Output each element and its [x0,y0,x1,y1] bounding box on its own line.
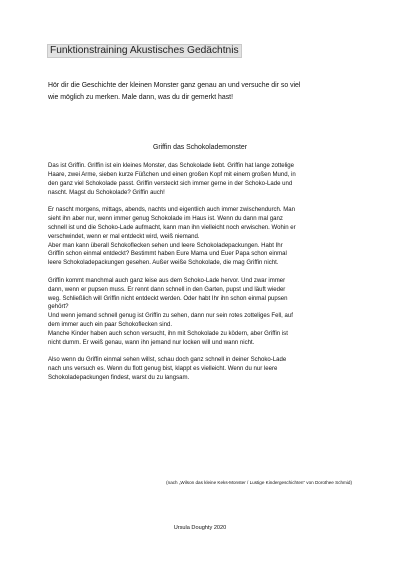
story-line: Griffin schon einmal entdeckt? Bestimmt haben Eure Mama und Euer Papa schon einmal [48,251,287,258]
instruction-line: Hör dir die Geschichte der kleinen Monster ganz genau an und versuche dir so viel [48,82,301,89]
story-line: Er nascht morgens, mittags, abends, nachts und eigentlich auch immer zwischendurch. Man [48,207,296,214]
story-line: verschwindet, wenn er mal entdeckt wird, weiß niemand. [48,233,200,240]
story-line: Und wenn jemand schnell genug ist Griffin zu sehen, dann nur sein rotes zotteliges Fell, auf [48,313,293,320]
story-line: weg. Schließlich will Griffin nicht entdeckt werden. Oder habt Ihr ihn schon einmal pupsen [48,295,288,302]
story-line: leere Schokoladepackungen gesehen. Außer weiße Schokolade, die mag Griffin nicht. [48,260,279,267]
story-line: dem immer auch ein paar Schokoflecken sind. [48,322,173,329]
story-line: nascht. Magst du Schokolade? Griffin auch! [48,189,165,196]
instructions [48,80,358,103]
author-credit: Ursula Doughty 2020 [173,525,227,531]
source-citation: (nach „Wilson das kleine Keks-Monster / Lustige Kindergeschichten“ von Dorothee Schmid) [166,480,352,485]
story-line: Schokoladepackungen findest, warst du zu langsam. [48,375,190,382]
story-line: Das ist Griffin. Griffin ist ein kleines Monster, das Schokolade liebt. Griffin hat lange zottelige [48,163,295,169]
story-line: schnell ist und die Schoko-Lade aufmacht, kann man ihn vielleicht noch erwischen. Wohin er [48,224,296,231]
story-line: Manche Kinder haben auch schon versucht, ihn mit Schokolade zu ködern, aber Griffin ist [48,330,288,337]
story-line: sieht ihn aber nur, wenn immer genug Schokolade im Haus ist. Wenn du dann mal ganz [48,216,283,223]
story-line: den ganz viel Schokolade passt. Griffin versteckt sich immer gerne in der Schoko-Lade und [48,180,293,187]
story-line: gehört? [48,304,69,311]
story-line: Griffin kommt manchmal auch ganz leise aus dem Schoko-Lade hervor. Und zwar immer [48,277,286,284]
story-title: Griffin das Schokolademonster [152,144,248,151]
page-title: Funktionstraining Akustisches Gedächtnis [47,44,242,58]
story-line: Aber man kann überall Schokoflecken sehen und leere Schokoladepackungen. Habt Ihr [48,242,283,249]
instruction-line: wie möglich zu merken. Male dann, was du dir gemerkt hast! [48,93,233,101]
story-line: Haare, zwei Arme, sieben kurze Füßchen und einen großen Kopf mit einem großen Mund, in [48,171,296,178]
story-paragraph [48,356,362,383]
story-paragraph [48,206,362,268]
story-paragraph [48,277,362,348]
story-line: Also wenn du Griffin einmal sehen willst, schau doch ganz schnell in deiner Schoko-Lade [48,357,287,364]
story-line: dann, wenn er pupsen muss. Er rennt dann schnell in den Garten, pupst und läuft wieder [48,286,286,293]
story-text [48,162,362,392]
story-paragraph [48,162,362,197]
story-line: nicht dumm. Er weiß genau, wann ihn jemand nur locken will und wann nicht. [48,339,255,346]
story-line: nach uns versuch es. Wenn du flott genug bist, klappt es vielleicht. Wenn du nur leere [48,366,278,373]
